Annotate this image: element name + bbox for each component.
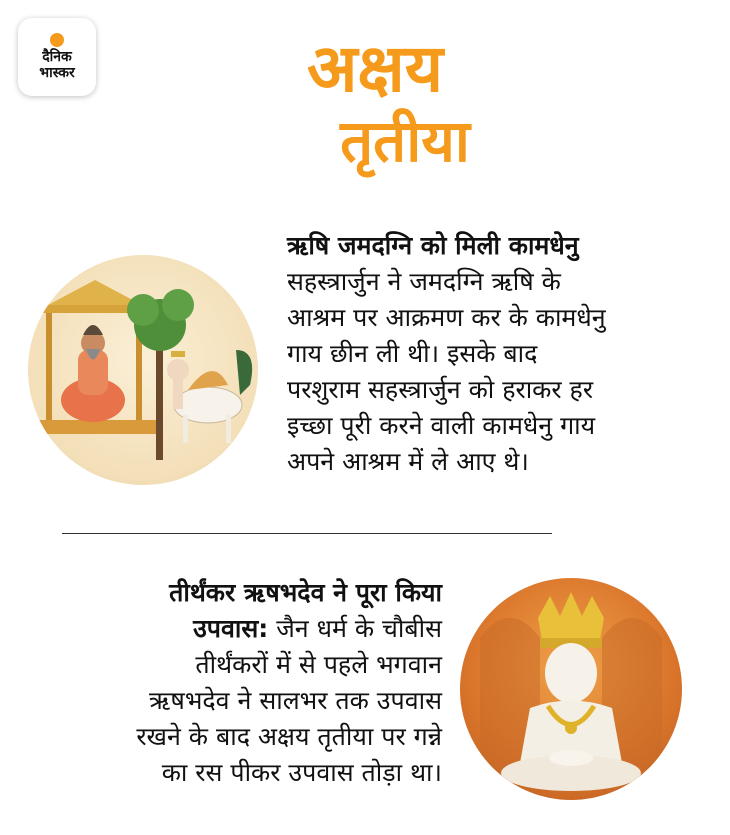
section1-line: आश्रम पर आक्रमण कर के कामधेनु [287, 303, 606, 332]
section2-line: ऋषभदेव ने सालभर तक उपवास [149, 686, 442, 715]
title-line1: अक्षय [306, 30, 444, 107]
page-title [225, 30, 525, 174]
section2-line: तीर्थंकरों में से पहले भगवान [195, 650, 442, 679]
section2-heading-line1: तीर्थंकर ऋषभदेव ने पूरा किया [169, 578, 442, 607]
jamadagni-kamdhenu-illustration [28, 255, 258, 485]
dainik-bhaskar-logo[interactable] [18, 18, 96, 96]
logo-sun-icon [50, 33, 64, 47]
section2-line: रखने के बाद अक्षय तृतीया पर गन्ने [136, 722, 442, 751]
logo-text-line2: भास्कर [39, 65, 75, 81]
rishabhdev-idol-illustration [460, 578, 682, 800]
section1-line: गाय छीन ली थी। इसके बाद [287, 339, 538, 368]
jamadagni-kamdhenu-image [28, 255, 258, 485]
section-divider [62, 533, 552, 534]
section1-line: अपने आश्रम में ले आए थे। [287, 447, 529, 476]
title-line2: तृतीया [340, 107, 470, 175]
section2-line [52, 611, 442, 647]
section2-line-rest: जैन धर्म के चौबीस [268, 614, 442, 643]
kamdhenu-story [287, 228, 717, 480]
section1-line: सहस्त्रार्जुन ने जमदग्नि ऋषि के [287, 267, 561, 296]
logo-text-line1: दैनिक [42, 49, 72, 65]
section1-heading: ऋषि जमदग्नि को मिली कामधेनु [287, 231, 579, 260]
section1-line: इच्छा पूरी करने वाली कामधेनु गाय [287, 411, 596, 440]
rishabhdev-idol-image [460, 578, 682, 800]
section2-line: का रस पीकर उपवास तोड़ा था। [161, 758, 442, 787]
section1-line: परशुराम सहस्त्रार्जुन को हराकर हर [287, 375, 594, 404]
rishabhdev-story [52, 575, 442, 791]
section2-heading-line2: उपवास: [193, 614, 269, 643]
